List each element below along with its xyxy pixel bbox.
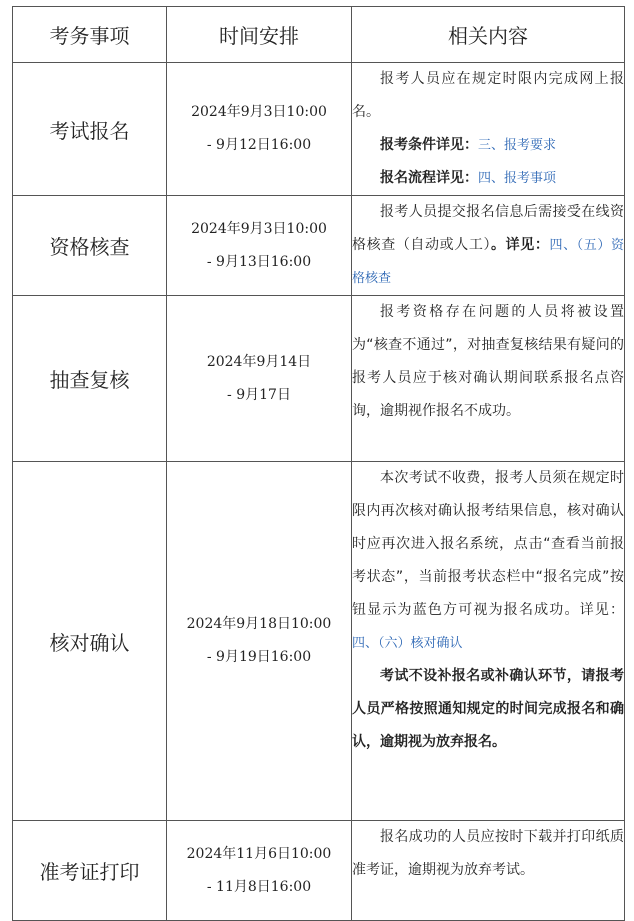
time-start: 2024年9月18日10:00 (186, 616, 332, 632)
content-text: 报考资格存在问题的人员将被设置为“核查不通过”，对抽查复核结果有疑问的报考人员应于核对确认期间联系报名点咨询，逾期视作报名不成功。 (352, 304, 624, 419)
time-start: 2024年9月3日10:00 (191, 220, 327, 237)
table-row-qualification-check (13, 196, 625, 296)
row-time (167, 462, 352, 821)
table-row-admission-ticket (13, 821, 625, 921)
content-notice: 考试不设补报名或补确认环节，请报考人员严格按照通知规定的时间完成报名和确认，逾期视为放弃报名。 (352, 668, 624, 750)
row-item: 准考证打印 (13, 821, 167, 921)
row-time (167, 296, 352, 462)
row-item: 资格核查 (13, 196, 167, 296)
row-item: 抽查复核 (13, 296, 167, 462)
content-flow (352, 162, 624, 195)
row-content (352, 462, 625, 821)
content-text: 本次考试不收费，报考人员须在规定时限内再次核对确认报考结果信息，核对确认时应再次进入报名系统，点击“查看当前报考状态”，当前报考状态栏中“报名完成”按钮显示为蓝色方可视为报名成功。详见：四、（六）核对确认 (352, 470, 624, 651)
row-item: 考试报名 (13, 63, 167, 196)
cond-link[interactable]: 三、报考要求 (478, 138, 557, 153)
row-time (167, 821, 352, 921)
content-cond (352, 129, 624, 162)
time-end: - 9月17日 (227, 386, 291, 403)
row-content (352, 821, 625, 921)
content-text: 报考人员应在规定时限内完成网上报名。 (352, 71, 624, 120)
table-row-registration (13, 63, 625, 196)
time-end: - 11月8日16:00 (206, 878, 312, 895)
time-end: - 9月13日16:00 (206, 253, 312, 270)
see-link[interactable]: 四、（五）资格核查 (352, 238, 624, 286)
header-content: 相关内容 (352, 7, 625, 63)
cond-label: 报考条件详见： (380, 137, 478, 153)
row-content (352, 63, 625, 196)
see-link[interactable]: 四、（六）核对确认 (352, 636, 463, 651)
table-header-row (13, 7, 625, 63)
header-time: 时间安排 (167, 7, 352, 63)
time-start: 2024年11月6日10:00 (186, 845, 332, 862)
time-end: - 9月19日16:00 (206, 649, 312, 665)
row-content (352, 296, 625, 462)
time-end: - 9月12日16:00 (206, 137, 312, 153)
see-label: 。详见： (491, 237, 550, 253)
table-row-confirmation (13, 462, 625, 821)
table-row-spot-review (13, 296, 625, 462)
row-content (352, 196, 625, 296)
content-text: 报名成功的人员应按时下载并打印纸质准考证，逾期视为放弃考试。 (352, 829, 624, 878)
exam-schedule-table (12, 6, 625, 921)
header-item: 考务事项 (13, 7, 167, 63)
row-item: 核对确认 (13, 462, 167, 821)
content-text: 报考人员提交报名信息后需接受在线资格核查（自动或人工）。详见：四、（五）资格核查 (352, 204, 624, 286)
time-start: 2024年9月3日10:00 (191, 104, 327, 120)
flow-label: 报名流程详见： (380, 170, 478, 186)
row-time (167, 196, 352, 296)
flow-link[interactable]: 四、报考事项 (478, 171, 557, 186)
time-start: 2024年9月14日 (206, 353, 312, 370)
row-time (167, 63, 352, 196)
